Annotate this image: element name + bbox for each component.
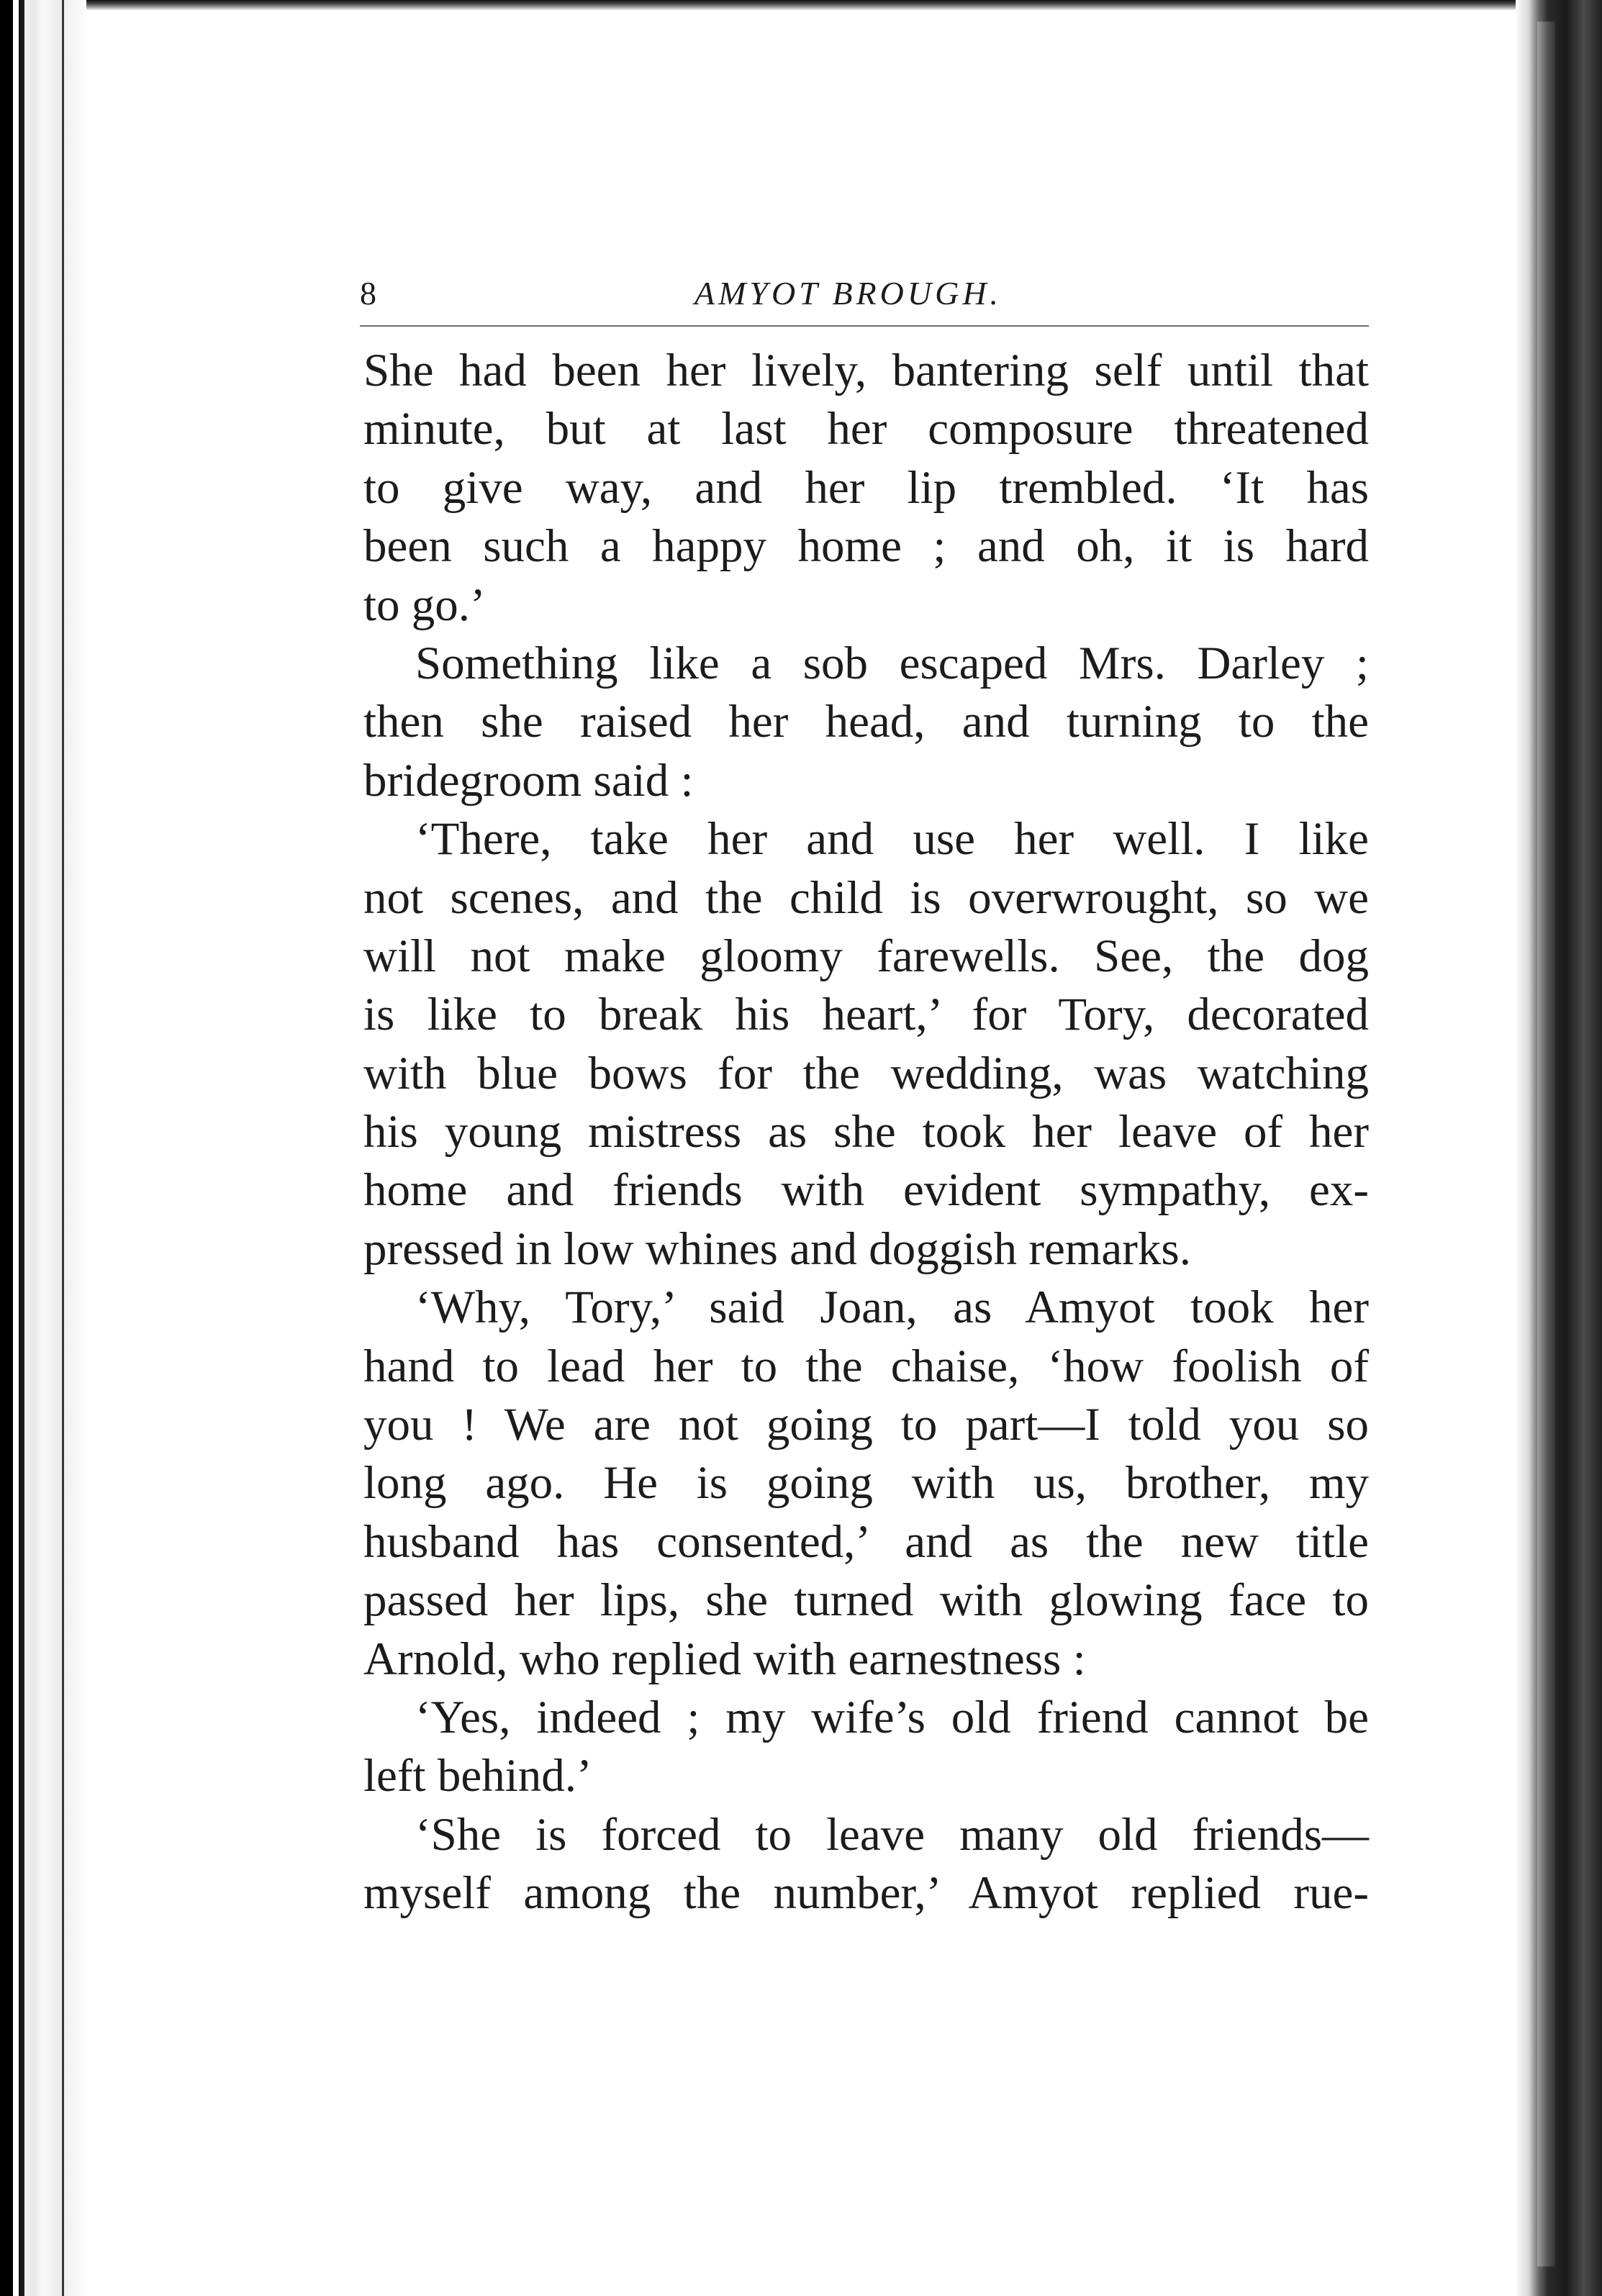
text-line: Arnold, who replied with earnestness :: [363, 1633, 1086, 1685]
text-line: long ago. He is going with us, brother, my: [363, 1457, 1369, 1510]
text-line: passed her lips, she turned with glowing face to: [363, 1574, 1369, 1627]
text-line: minute, but at last her composure threatened: [363, 403, 1369, 455]
body-text: [363, 342, 1369, 1923]
text-line: ‘There, take her and use her well. I like: [415, 813, 1369, 866]
text-line: not scenes, and the child is overwrought, so we: [363, 871, 1369, 924]
text-line: to go.’: [363, 578, 486, 631]
text-line: then she raised her head, and turning to the: [363, 696, 1369, 748]
text-line: She had been her lively, bantering self until that: [363, 345, 1369, 396]
text-line: husband has consented,’ and as the new title: [363, 1515, 1369, 1568]
text-line: to give way, and her lip trembled. ‘It has: [363, 461, 1369, 514]
page-number: 8: [360, 275, 376, 312]
text-line: left behind.’: [363, 1750, 592, 1802]
text-line: hand to lead her to the chaise, ‘how foolish of: [363, 1340, 1369, 1392]
text-line: will not make gloomy farewells. See, the dog: [363, 930, 1369, 982]
book-spine-edge: [0, 0, 86, 2296]
running-head: AMYOT BROUGH.: [694, 275, 1003, 312]
text-line: bridegroom said :: [363, 754, 694, 807]
text-line: been such a happy home ; and oh, it is hard: [363, 520, 1369, 573]
text-line: pressed in low whines and doggish remarks.: [363, 1222, 1191, 1275]
scan-top-edge: [0, 0, 1602, 10]
text-line: is like to break his heart,’ for Tory, decorated: [363, 989, 1369, 1041]
page-header: [360, 272, 1367, 322]
page-stack-edge: [1516, 0, 1602, 2296]
text-line: myself among the number,’ Amyot replied rue-: [363, 1867, 1369, 1920]
text-line: his young mistress as she took her leave of her: [363, 1106, 1369, 1158]
text-line: home and friends with evident sympathy, ex-: [363, 1164, 1369, 1217]
header-rule: [360, 325, 1369, 327]
text-line: ‘Yes, indeed ; my wife’s old friend cannot be: [415, 1691, 1369, 1743]
text-line: with blue bows for the wedding, was watching: [363, 1047, 1369, 1099]
text-line: ‘Why, Tory,’ said Joan, as Amyot took her: [415, 1281, 1369, 1334]
text-line: ‘She is forced to leave many old friends—: [415, 1808, 1369, 1861]
text-line: Something like a sob escaped Mrs. Darley ;: [415, 637, 1369, 689]
text-line: you ! We are not going to part—I told you so: [363, 1399, 1369, 1451]
